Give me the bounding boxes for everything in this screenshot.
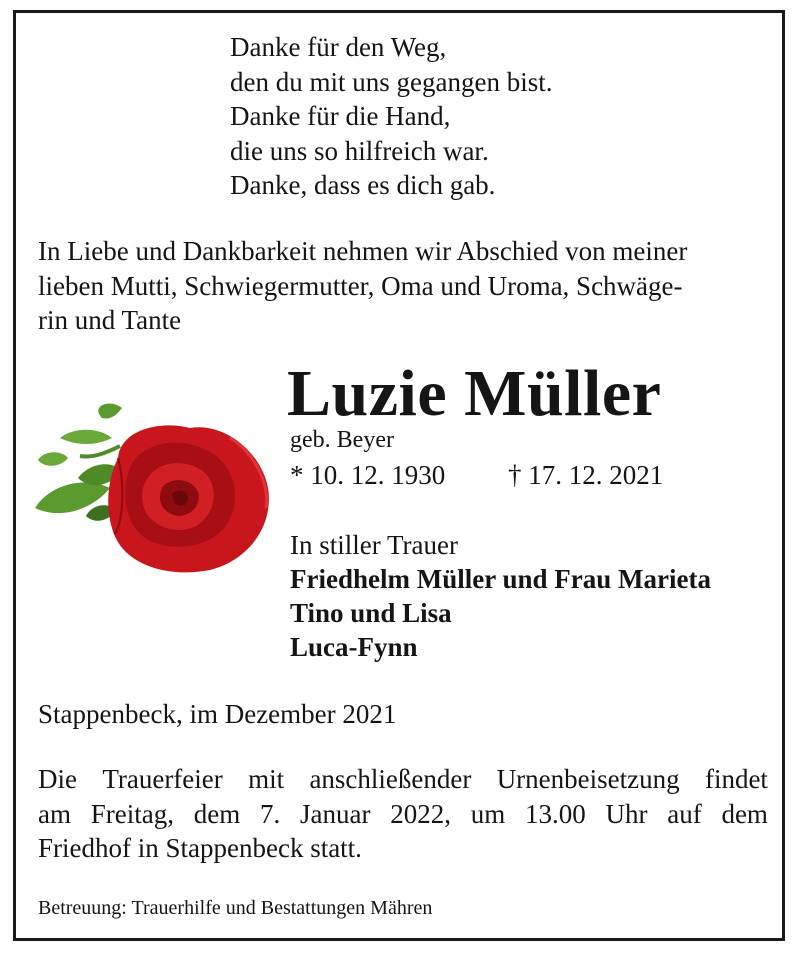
funeral-word: Die xyxy=(38,764,77,794)
farewell-line: rin und Tante xyxy=(38,305,182,335)
mourner-name: Luca-Fynn xyxy=(290,632,418,662)
funeral-word: Freitag, xyxy=(90,798,174,829)
funeral-word: Uhr xyxy=(605,798,648,829)
mourner-name: Friedhelm Müller und Frau Marieta xyxy=(290,564,711,594)
funeral-word: 7. xyxy=(259,798,281,829)
care-note: Betreuung: Trauerhilfe und Bestattungen Mähren xyxy=(38,897,433,919)
farewell-line: lieben Mutti, Schwiegermutter, Oma und Uroma, Schwäge- xyxy=(38,270,683,301)
funeral-word: Trauerfeier xyxy=(102,764,223,794)
mourner-name: Tino und Lisa xyxy=(290,598,452,628)
funeral-word: mit xyxy=(248,764,285,794)
red-rose-icon xyxy=(30,398,280,578)
birth-date: * 10. 12. 1930 xyxy=(290,460,446,490)
life-dates xyxy=(290,458,664,492)
farewell-line: In Liebe und Dankbarkeit nehmen wir Abschied von meiner xyxy=(38,236,688,266)
funeral-notice xyxy=(38,762,768,866)
funeral-word: anschließender xyxy=(309,764,472,794)
deceased-name: Luzie Müller xyxy=(287,357,662,430)
poem-line: Danke für die Hand, xyxy=(230,101,451,131)
poem xyxy=(230,30,552,203)
funeral-word: 13.00 xyxy=(524,798,586,829)
poem-line: Danke, dass es dich gab. xyxy=(230,170,496,200)
place-and-date: Stappenbeck, im Dezember 2021 xyxy=(38,699,397,729)
poem-line: den du mit uns gegangen bist. xyxy=(230,66,553,97)
funeral-word: am xyxy=(38,798,71,829)
mourners-heading: In stiller Trauer xyxy=(290,530,458,560)
funeral-word: Januar xyxy=(299,798,371,829)
funeral-line xyxy=(38,762,768,797)
poem-line: Danke für den Weg, xyxy=(230,32,447,62)
farewell-text xyxy=(38,234,778,338)
funeral-word: um xyxy=(470,798,506,829)
death-date: † 17. 12. 2021 xyxy=(508,460,664,490)
funeral-line xyxy=(38,797,768,832)
funeral-word: Urnenbeisetzung xyxy=(496,764,680,794)
birth-name: geb. Beyer xyxy=(290,427,394,453)
funeral-word: findet xyxy=(704,764,768,794)
funeral-line: Friedhof in Stappenbeck statt. xyxy=(38,833,362,863)
poem-line: die uns so hilfreich war. xyxy=(230,135,489,166)
funeral-word: auf xyxy=(667,798,702,829)
funeral-word: dem xyxy=(721,798,768,829)
mourners xyxy=(290,528,711,664)
funeral-word: dem xyxy=(193,798,241,829)
funeral-word: 2022, xyxy=(390,798,451,829)
